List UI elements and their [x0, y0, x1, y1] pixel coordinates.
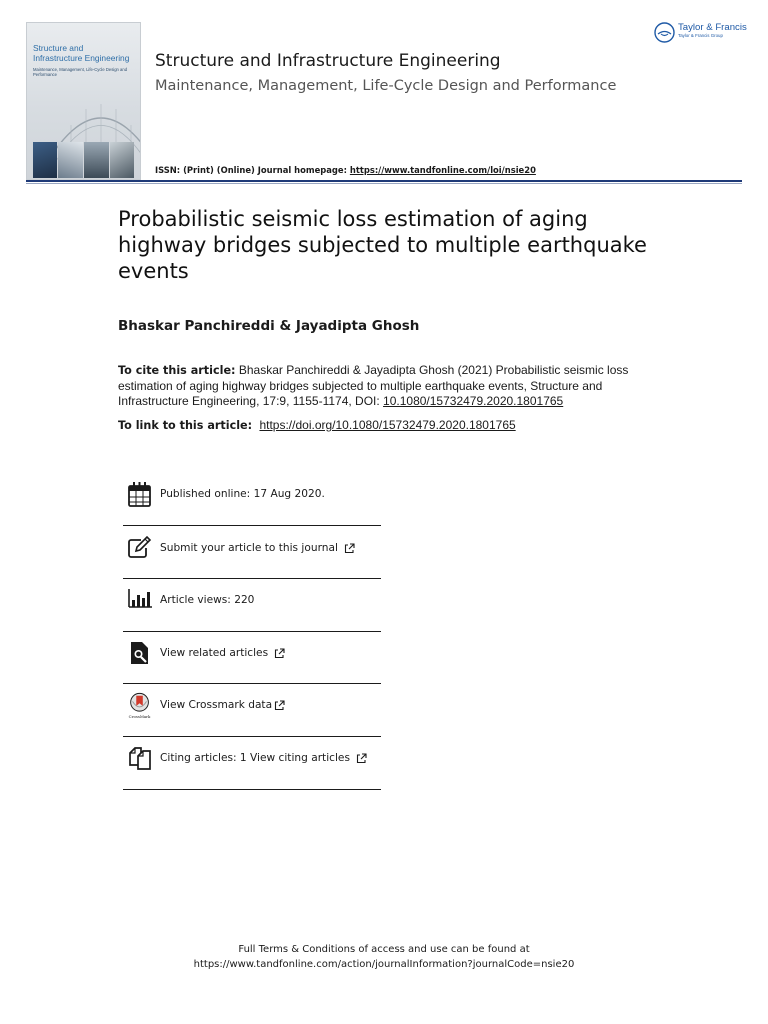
- published-online-row: [123, 481, 381, 521]
- row-divider: [123, 525, 381, 526]
- external-link-icon: [274, 648, 285, 659]
- external-link-icon: [344, 543, 355, 554]
- cover-title-line-2: Infrastructure Engineering: [33, 53, 130, 63]
- crossmark-row[interactable]: [123, 692, 381, 732]
- footer-line-1: Full Terms & Conditions of access and use can be found at: [238, 944, 530, 955]
- article-title: Probabilistic seismic loss estimation of aging highway bridges subjected to multiple earthquake events: [118, 207, 647, 283]
- calendar-icon: [127, 481, 153, 509]
- taylor-francis-logo-icon: [654, 22, 675, 43]
- related-articles-text: View related articles: [160, 647, 269, 659]
- publisher-logo[interactable]: [654, 22, 747, 43]
- issn-label: ISSN: (Print) (Online) Journal homepage:: [155, 165, 347, 175]
- crossmark-icon: [127, 692, 153, 720]
- footer-terms-link[interactable]: https://www.tandfonline.com/action/journalInformation?journalCode=nsie20: [193, 958, 575, 970]
- publisher-group: Taylor & Francis Group: [678, 33, 723, 38]
- submit-article-text: Submit your article to this journal: [160, 542, 338, 554]
- journal-title[interactable]: Structure and Infrastructure Engineering: [155, 51, 501, 71]
- crossmark-text: View Crossmark data: [160, 699, 273, 711]
- row-divider: [123, 631, 381, 632]
- citing-articles-label: [160, 752, 367, 764]
- cover-photo-3: [84, 142, 109, 178]
- row-divider: [123, 578, 381, 579]
- citing-documents-icon: [127, 745, 153, 773]
- row-divider: [123, 789, 381, 790]
- document-search-icon: [127, 640, 153, 668]
- publisher-name: Taylor & Francis: [678, 22, 747, 33]
- article-views-text: Article views: 220: [160, 594, 255, 606]
- cover-subtitle: Maintenance, Management, Life-Cycle Design and Performance: [33, 67, 128, 77]
- citation-block: [118, 363, 638, 410]
- edit-pencil-icon: [127, 535, 153, 563]
- issn-line: [155, 165, 536, 175]
- external-link-icon: [356, 753, 367, 764]
- article-authors: Bhaskar Panchireddi & Jayadipta Ghosh: [118, 318, 420, 334]
- journal-subtitle: Maintenance, Management, Life-Cycle Design and Performance: [155, 78, 617, 94]
- citing-articles-row[interactable]: [123, 745, 381, 785]
- cover-photo-4: [110, 142, 134, 178]
- submit-article-row[interactable]: [123, 535, 381, 575]
- article-doi-url-link[interactable]: https://doi.org/10.1080/15732479.2020.1801765: [259, 418, 516, 432]
- citation-label: To cite this article:: [118, 364, 236, 377]
- related-articles-label: [160, 647, 285, 659]
- row-divider: [123, 736, 381, 737]
- article-views-row: [123, 587, 381, 627]
- cover-title: [33, 43, 137, 63]
- cover-title-line-1: Structure and: [33, 43, 84, 53]
- publisher-logo-text: [678, 22, 747, 38]
- related-articles-row[interactable]: [123, 640, 381, 680]
- citation-text: Bhaskar Panchireddi & Jayadipta Ghosh (2021) Probabilistic seismic loss estimation of aging highway bridges subjected to multiple earthquake events, Structure and Infrastructure Engineering, 17:9, 1155-1174, DOI:: [118, 363, 629, 409]
- citation-doi-link[interactable]: 10.1080/15732479.2020.1801765: [383, 394, 564, 409]
- bar-chart-icon: [127, 587, 153, 615]
- crossmark-icon-label: CrossMark: [128, 714, 151, 720]
- footer-terms: [0, 943, 768, 972]
- row-divider: [123, 683, 381, 684]
- header-divider-thin: [26, 183, 742, 184]
- header-divider: [26, 180, 742, 182]
- submit-article-label: [160, 542, 355, 554]
- article-link-label: To link to this article:: [118, 419, 253, 432]
- external-link-icon: [274, 700, 285, 711]
- citing-articles-text: Citing articles: 1 View citing articles: [160, 752, 350, 764]
- cover-photo-2: [58, 142, 83, 178]
- journal-homepage-link[interactable]: https://www.tandfonline.com/loi/nsie20: [349, 165, 536, 175]
- crossmark-label: [160, 699, 285, 711]
- published-online-text: Published online: 17 Aug 2020.: [160, 488, 325, 500]
- article-link-line: [118, 418, 516, 432]
- cover-photo-strip: [33, 142, 134, 178]
- cover-photo-1: [33, 142, 57, 178]
- journal-cover-image: [26, 22, 141, 180]
